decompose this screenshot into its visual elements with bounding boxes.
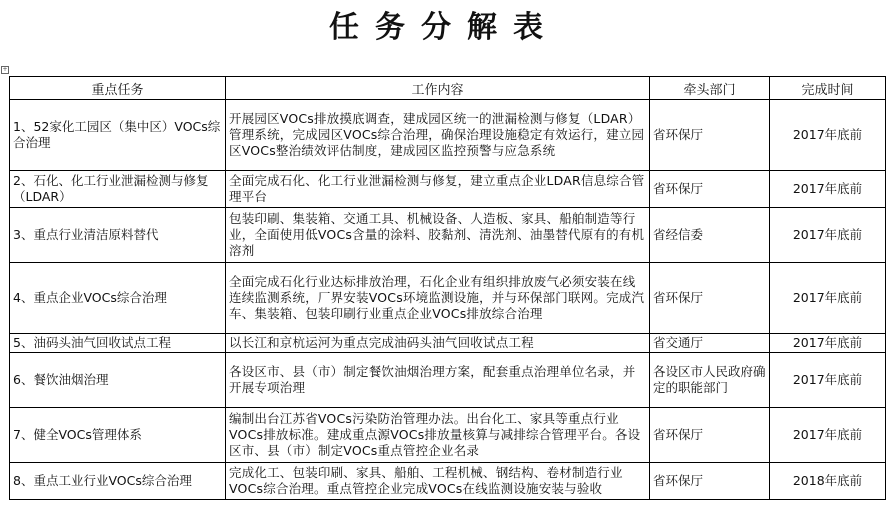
- task-cell: 4、重点企业VOCs综合治理: [10, 263, 226, 334]
- task-cell: 7、健全VOCs管理体系: [10, 408, 226, 463]
- time-cell: 2017年底前: [770, 353, 886, 408]
- dept-cell: 省环保厅: [650, 263, 770, 334]
- content-cell: 开展园区VOCs排放摸底调查，建成园区统一的泄漏检测与修复（LDAR）管理系统，完成园区VOCs综合治理，确保治理设施稳定有效运行，建立园区VOCs整治绩效评估制度，建成园区监控预警与应急系统: [226, 100, 650, 171]
- table-row: [10, 463, 886, 500]
- content-cell: 完成化工、包装印刷、家具、船舶、工程机械、钢结构、卷材制造行业VOCs综合治理。重点管控企业完成VOCs在线监测设施安装与验收: [226, 463, 650, 500]
- header-dept: 牵头部门: [650, 77, 770, 100]
- table-row: [10, 263, 886, 334]
- content-cell: 包装印刷、集装箱、交通工具、机械设备、人造板、家具、船舶制造等行业，全面使用低VOCs含量的涂料、胶黏剂、清洗剂、油墨替代原有的有机溶剂: [226, 208, 650, 263]
- dept-cell: 省交通厅: [650, 334, 770, 353]
- table-row: [10, 334, 886, 353]
- task-cell: 2、石化、化工行业泄漏检测与修复（LDAR）: [10, 171, 226, 208]
- time-cell: 2017年底前: [770, 408, 886, 463]
- task-cell: 5、油码头油气回收试点工程: [10, 334, 226, 353]
- task-table: [9, 76, 886, 500]
- task-cell: 3、重点行业清洁原料替代: [10, 208, 226, 263]
- content-cell: 以长江和京杭运河为重点完成油码头油气回收试点工程: [226, 334, 650, 353]
- dept-cell: 各设区市人民政府确定的职能部门: [650, 353, 770, 408]
- dept-cell: 省环保厅: [650, 171, 770, 208]
- table-row: [10, 171, 886, 208]
- table-move-handle-icon[interactable]: +: [2, 66, 8, 73]
- table-row: [10, 208, 886, 263]
- dept-cell: 省环保厅: [650, 463, 770, 500]
- header-content: 工作内容: [226, 77, 650, 100]
- task-cell: 8、重点工业行业VOCs综合治理: [10, 463, 226, 500]
- task-cell: 1、52家化工园区（集中区）VOCs综合治理: [10, 100, 226, 171]
- page-title: 任务分解表: [329, 10, 559, 45]
- dept-cell: 省经信委: [650, 208, 770, 263]
- header-time: 完成时间: [770, 77, 886, 100]
- time-cell: 2017年底前: [770, 263, 886, 334]
- content-cell: 全面完成石化行业达标排放治理，石化企业有组织排放废气必须安装在线连续监测系统，厂界安装VOCs环境监测设施，并与环保部门联网。完成汽车、集装箱、包装印刷行业重点企业VOCs排放综合治理: [226, 263, 650, 334]
- time-cell: 2018年底前: [770, 463, 886, 500]
- table-row: [10, 353, 886, 408]
- time-cell: 2017年底前: [770, 100, 886, 171]
- content-cell: 全面完成石化、化工行业泄漏检测与修复，建立重点企业LDAR信息综合管理平台: [226, 171, 650, 208]
- task-cell: 6、餐饮油烟治理: [10, 353, 226, 408]
- content-cell: 各设区市、县（市）制定餐饮油烟治理方案，配套重点治理单位名录，并开展专项治理: [226, 353, 650, 408]
- table-header-row: [10, 77, 886, 100]
- dept-cell: 省环保厅: [650, 408, 770, 463]
- time-cell: 2017年底前: [770, 171, 886, 208]
- time-cell: 2017年底前: [770, 208, 886, 263]
- table-row: [10, 408, 886, 463]
- header-task: 重点任务: [10, 77, 226, 100]
- table-row: [10, 100, 886, 171]
- content-cell: 编制出台江苏省VOCs污染防治管理办法。出台化工、家具等重点行业VOCs排放标准。建成重点源VOCs排放量核算与减排综合管理平台。各设区市、县（市）制定VOCs重点管控企业名录: [226, 408, 650, 463]
- dept-cell: 省环保厅: [650, 100, 770, 171]
- time-cell: 2017年底前: [770, 334, 886, 353]
